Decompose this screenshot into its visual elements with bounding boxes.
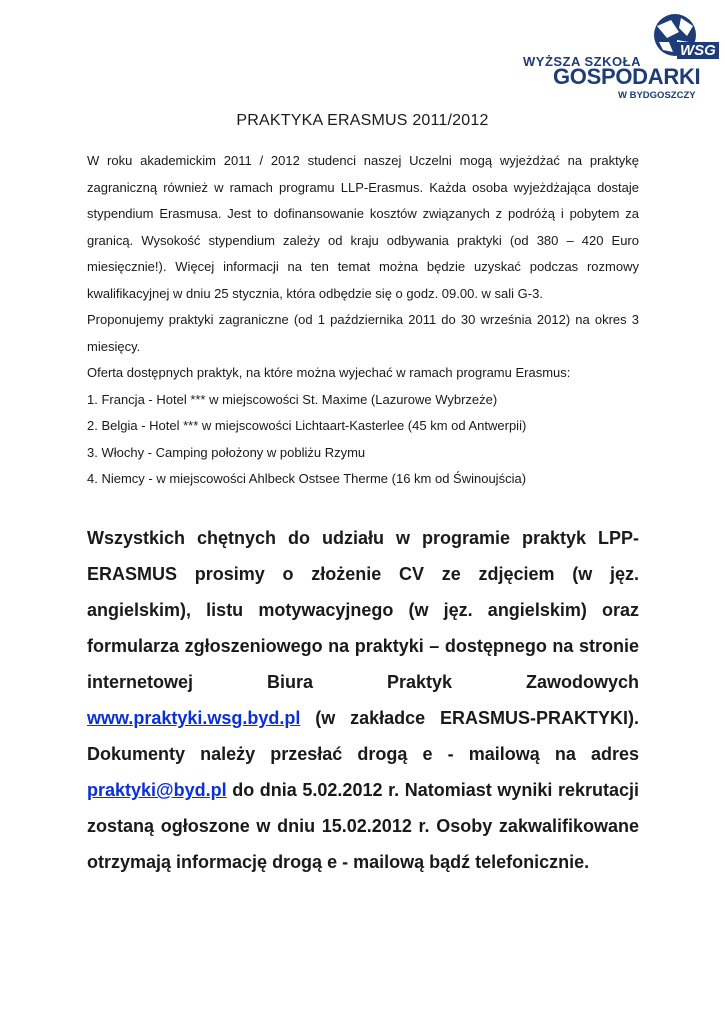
period-paragraph: Proponujemy praktyki zagraniczne (od 1 października 2011 do 30 września 2012) na okres 3 miesięcy. — [87, 312, 639, 354]
praktyki-email-link[interactable]: praktyki@byd.pl — [87, 780, 227, 800]
instructions-text-3: do dnia 5.02.2012 r. Natomiast wyniki rekrutacji zostaną ogłoszone w dniu 15.02.2012 r. Osoby zakwalifikowane otrzymają informację drogą e - mailową bądź telefonicznie. — [87, 780, 639, 872]
offer-item: 2. Belgia - Hotel *** w miejscowości Lichtaart-Kasterlee (45 km od Antwerpii) — [87, 418, 527, 433]
intro-paragraph: W roku akademickim 2011 / 2012 studenci naszej Uczelni mogą wyjeżdżać na praktykę zagraniczną również w ramach programu LLP-Erasmus. Każda osoba wyjeżdżająca dostaje stypendium Erasmusa. Jest to dofinansowanie kosztów związanych z podróżą i pobytem za granicą. Wysokość stypendium zależy od kraju odbywania praktyki (od 380 – 420 Euro miesięcznie!). Więcej informacji na ten temat można będzie uzyskać podczas rozmowy kwalifikacyjnej w dniu 25 stycznia, która odbędzie się o godz. 09.00. w sali G-3. — [87, 153, 639, 301]
application-instructions — [87, 520, 639, 880]
offer-item: 4. Niemcy - w miejscowości Ahlbeck Ostsee Therme (16 km od Świnoujścia) — [87, 471, 527, 486]
praktyki-website-link[interactable]: www.praktyki.wsg.byd.pl — [87, 708, 301, 728]
instructions-text-1: Wszystkich chętnych do udziału w programie praktyk LPP-ERASMUS prosimy o złożenie CV ze zdjęciem (w jęz. angielskim), listu motywacyjnego (w jęz. angielskim) oraz formularza zgłoszeniowego na praktyki – dostępnego na stronie internetowej Biura Praktyk Zawodowych — [87, 528, 639, 692]
body-text — [87, 148, 639, 493]
logo-line-1: WYŻSZA SZKOŁA — [523, 54, 641, 69]
logo-badge: WSG — [677, 42, 719, 59]
logo-line-2: GOSPODARKI — [553, 64, 701, 89]
logo-line-3: W BYDGOSZCZY — [618, 90, 696, 101]
university-logo — [515, 12, 716, 101]
page-title: PRAKTYKA ERASMUS 2011/2012 — [236, 112, 489, 129]
instructions-text-2: (w zakładce ERASMUS-PRAKTYKI). Dokumenty należy przesłać drogą e - mailową na adres — [87, 708, 639, 764]
offer-intro: Oferta dostępnych praktyk, na które można wyjechać w ramach programu Erasmus: — [87, 365, 571, 380]
offer-item: 1. Francja - Hotel *** w miejscowości St. Maxime (Lazurowe Wybrzeże) — [87, 391, 498, 407]
offer-item: 3. Włochy - Camping położony w pobliżu Rzymu — [87, 444, 366, 460]
